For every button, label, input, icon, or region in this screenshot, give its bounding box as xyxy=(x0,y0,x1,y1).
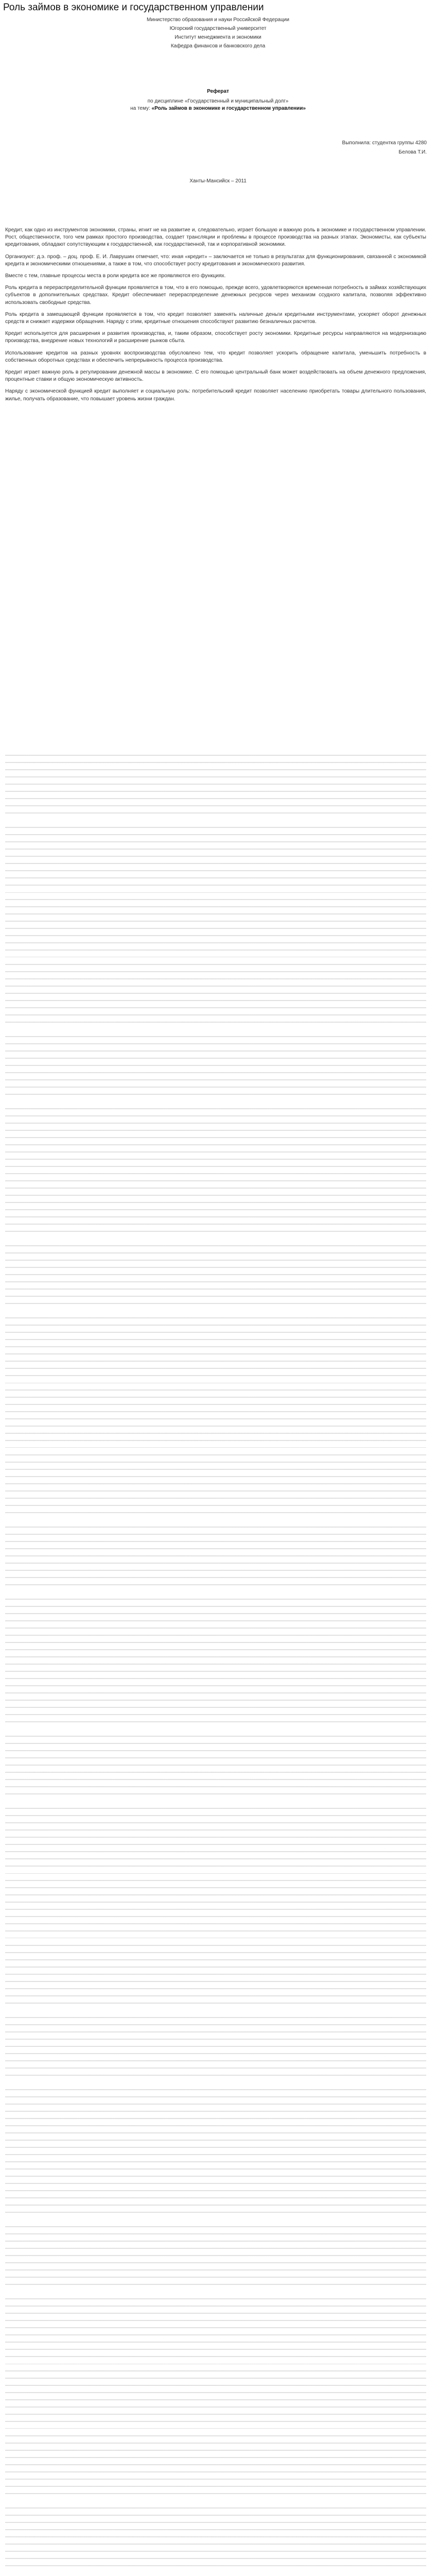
report-discipline xyxy=(0,98,436,112)
title-page-header xyxy=(0,15,436,50)
discipline-line: по дисциплине «Государственный и муниципальный долг» xyxy=(147,98,289,104)
institute-line: Институт менеджмента и экономики xyxy=(175,35,261,40)
body-paragraph: Кредит используется для расширения и развития производства, и, таким образом, способствует росту экономики. Кредитные ресурсы направляются на модернизацию производства, внедрение новых технологий и расширение рынков сбыта. xyxy=(5,331,426,344)
body-paragraph: Роль кредита в перераспределительной функции проявляется в том, что в его помощью, прежде всего, удовлетворяются временная потребность в займах хозяйствующих субъектов в дополнительных средствах. Кредит обеспечивает перераспределение денежных ресурсов через механизм ссудного капитала, позволяя эффективно использовать свободные средства. xyxy=(5,285,426,306)
topic-title: «Роль займов в экономике и государственном управлении» xyxy=(151,106,306,111)
report-kind: Реферат xyxy=(207,89,229,94)
topic-prefix: на тему: xyxy=(130,106,150,111)
body-paragraph: Использование кредитов на разных уровнях воспроизводства обусловлено тем, что кредит позволяет ускорить обращение капитала, уменьшить потребность в собственных оборотных средствах и обеспечить непрерывность процесса производства. xyxy=(5,350,426,363)
author-name: Белова Т.И. xyxy=(398,149,427,155)
body-paragraph: Кредит, как одно из инструментов экономики, страны, игнит не на развитие и, следовательно, играет большую и важную роль в экономике и государственном управлении. Рост, общественности, того чем рамках простого производства, создает трансляции и проблемы в процессе производства на разных этапах. Экономисты, как субъекты кредитования, обладают сопутствующим к государственной, как государственной, так и корпоративной экономики. xyxy=(5,227,426,248)
page-title: Роль займов в экономике и государственном управлении xyxy=(3,2,264,13)
body-paragraph: Наряду с экономической функцией кредит выполняет и социальную роль: потребительский кредит позволяет населению приобретать товары длительного пользования, жилье, получать образование, что повышает уровень жизни граждан. xyxy=(5,388,426,402)
paragraph-gaps xyxy=(5,752,426,2576)
university-line: Югорский государственный университет xyxy=(169,26,267,31)
body-paragraph: Кредит играет важную роль в регулировании денежной массы в экономике. С его помощью центральный банк может воздействовать на объем денежного предложения, процентные ставки и общую экономическую активность. xyxy=(5,369,426,383)
ministry-line: Министерство образования и науки Российской Федерации xyxy=(147,17,289,23)
city-year: Ханты-Мансийск – 2011 xyxy=(189,178,247,184)
author-group-line: Выполнила: студентка группы 4280 xyxy=(342,140,427,146)
body-paragraph: Вместе с тем, главные процессы места в роли кредита все же проявляются его функциях. xyxy=(5,273,226,279)
department-line: Кафедра финансов и банковского дела xyxy=(170,43,266,49)
body-paragraph: Организуют: д.э. проф. – доц. проф. Е. И. Лаврушин отмечает, что: иная «кредит» – заключается не только в результатах для функционирования, связанной с экономикой кредита и экономическими отношениями, а также в том, что способствует росту кредитования и экономического развития. xyxy=(5,253,426,267)
report-body xyxy=(5,227,426,408)
body-paragraph: Роль кредита в замещающей функции проявляется в том, что кредит позволяет заменять наличные деньги кредитными инструментами, ускоряет оборот денежных средств и снижает издержки обращения. Наряду с этим, кредитные отношения способствуют развитию безналичных расчетов. xyxy=(5,311,426,325)
